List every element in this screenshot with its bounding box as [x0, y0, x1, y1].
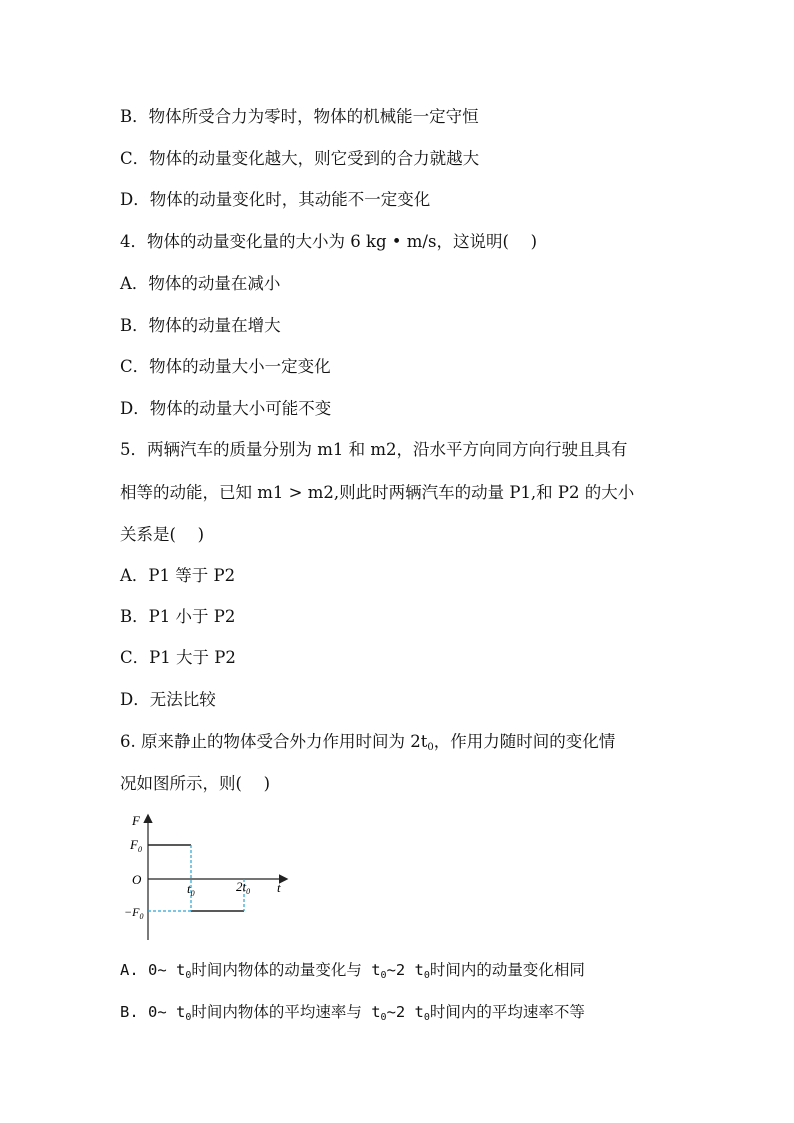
q3-option-c: C．物体的动量变化越大，则它受到的合力就越大	[120, 149, 480, 168]
q6-opt-a-text3: ~2 t	[386, 961, 424, 979]
q4-stem: 4．物体的动量变化量的大小为 6 kg • m/s，这说明( )	[120, 232, 538, 251]
q4-option-c: C．物体的动量大小一定变化	[120, 357, 331, 376]
q6-option-a	[120, 958, 585, 988]
q5-option-b: B．P1 小于 P2	[120, 607, 236, 626]
q6-opt-b-text4: 时间内的平均速率不等	[429, 1003, 585, 1021]
q5-option-a: A．P1 等于 P2	[120, 566, 236, 585]
q6-stem-text-end: ，作用力随时间的变化情	[433, 732, 616, 751]
q6-opt-b-text3: ~2 t	[386, 1003, 424, 1021]
q6-opt-a-text4: 时间内的动量变化相同	[429, 961, 585, 979]
q4-option-a: A．物体的动量在减小	[120, 274, 281, 293]
q6-opt-a-sub2: 0	[380, 970, 387, 981]
q5-stem-line1: 5．两辆汽车的质量分别为 m1 和 m2，沿水平方向同方向行驶且具有	[120, 440, 628, 459]
x-axis-label: t	[277, 880, 281, 895]
q6-opt-b-sub2: 0	[380, 1012, 387, 1023]
q3-option-d: D．物体的动量变化时，其动能不一定变化	[120, 190, 431, 209]
q6-stem-text: 6. 原来静止的物体受合外力作用时间为 2t	[120, 732, 428, 751]
q4-option-b: B．物体的动量在增大	[120, 316, 281, 335]
q6-stem-line2: 况如图所示，则( )	[120, 774, 271, 793]
q6-stem-subscript: 0	[427, 742, 434, 753]
q5-option-d: D．无法比较	[120, 690, 216, 709]
q6-opt-b-sub1: 0	[185, 1012, 192, 1023]
neg-f0-label: $-F_0$	[124, 905, 144, 921]
q5-stem-line2: 相等的动能，已知 m1 > m2,则此时两辆汽车的动量 P1,和 P2 的大小	[120, 483, 635, 502]
force-time-graph	[126, 812, 296, 947]
q3-option-b: B．物体所受合力为零时，物体的机械能一定守恒	[120, 107, 479, 126]
q6-opt-b-text: B. 0~ t	[120, 1003, 186, 1021]
q6-stem-line1	[120, 730, 615, 760]
q4-option-d: D．物体的动量大小可能不变	[120, 399, 332, 418]
q6-opt-b-text2: 时间内物体的平均速率与 t	[191, 1003, 381, 1021]
f0-label: $F_0$	[130, 837, 142, 854]
y-axis-label: F	[132, 813, 140, 828]
t0-label: $t_0$	[187, 881, 195, 898]
q6-opt-b-sub3: 0	[423, 1012, 430, 1023]
q6-option-b	[120, 1000, 585, 1030]
q6-opt-a-text: A. 0~ t	[120, 961, 186, 979]
origin-label: O	[132, 872, 142, 887]
q5-option-c: C．P1 大于 P2	[120, 648, 236, 667]
q6-opt-a-text2: 时间内物体的动量变化与 t	[191, 961, 381, 979]
two-t0-label: $2t_0$	[236, 879, 251, 896]
q5-stem-line3: 关系是( )	[120, 525, 205, 544]
q6-opt-a-sub3: 0	[423, 970, 430, 981]
q6-opt-a-sub1: 0	[185, 970, 192, 981]
